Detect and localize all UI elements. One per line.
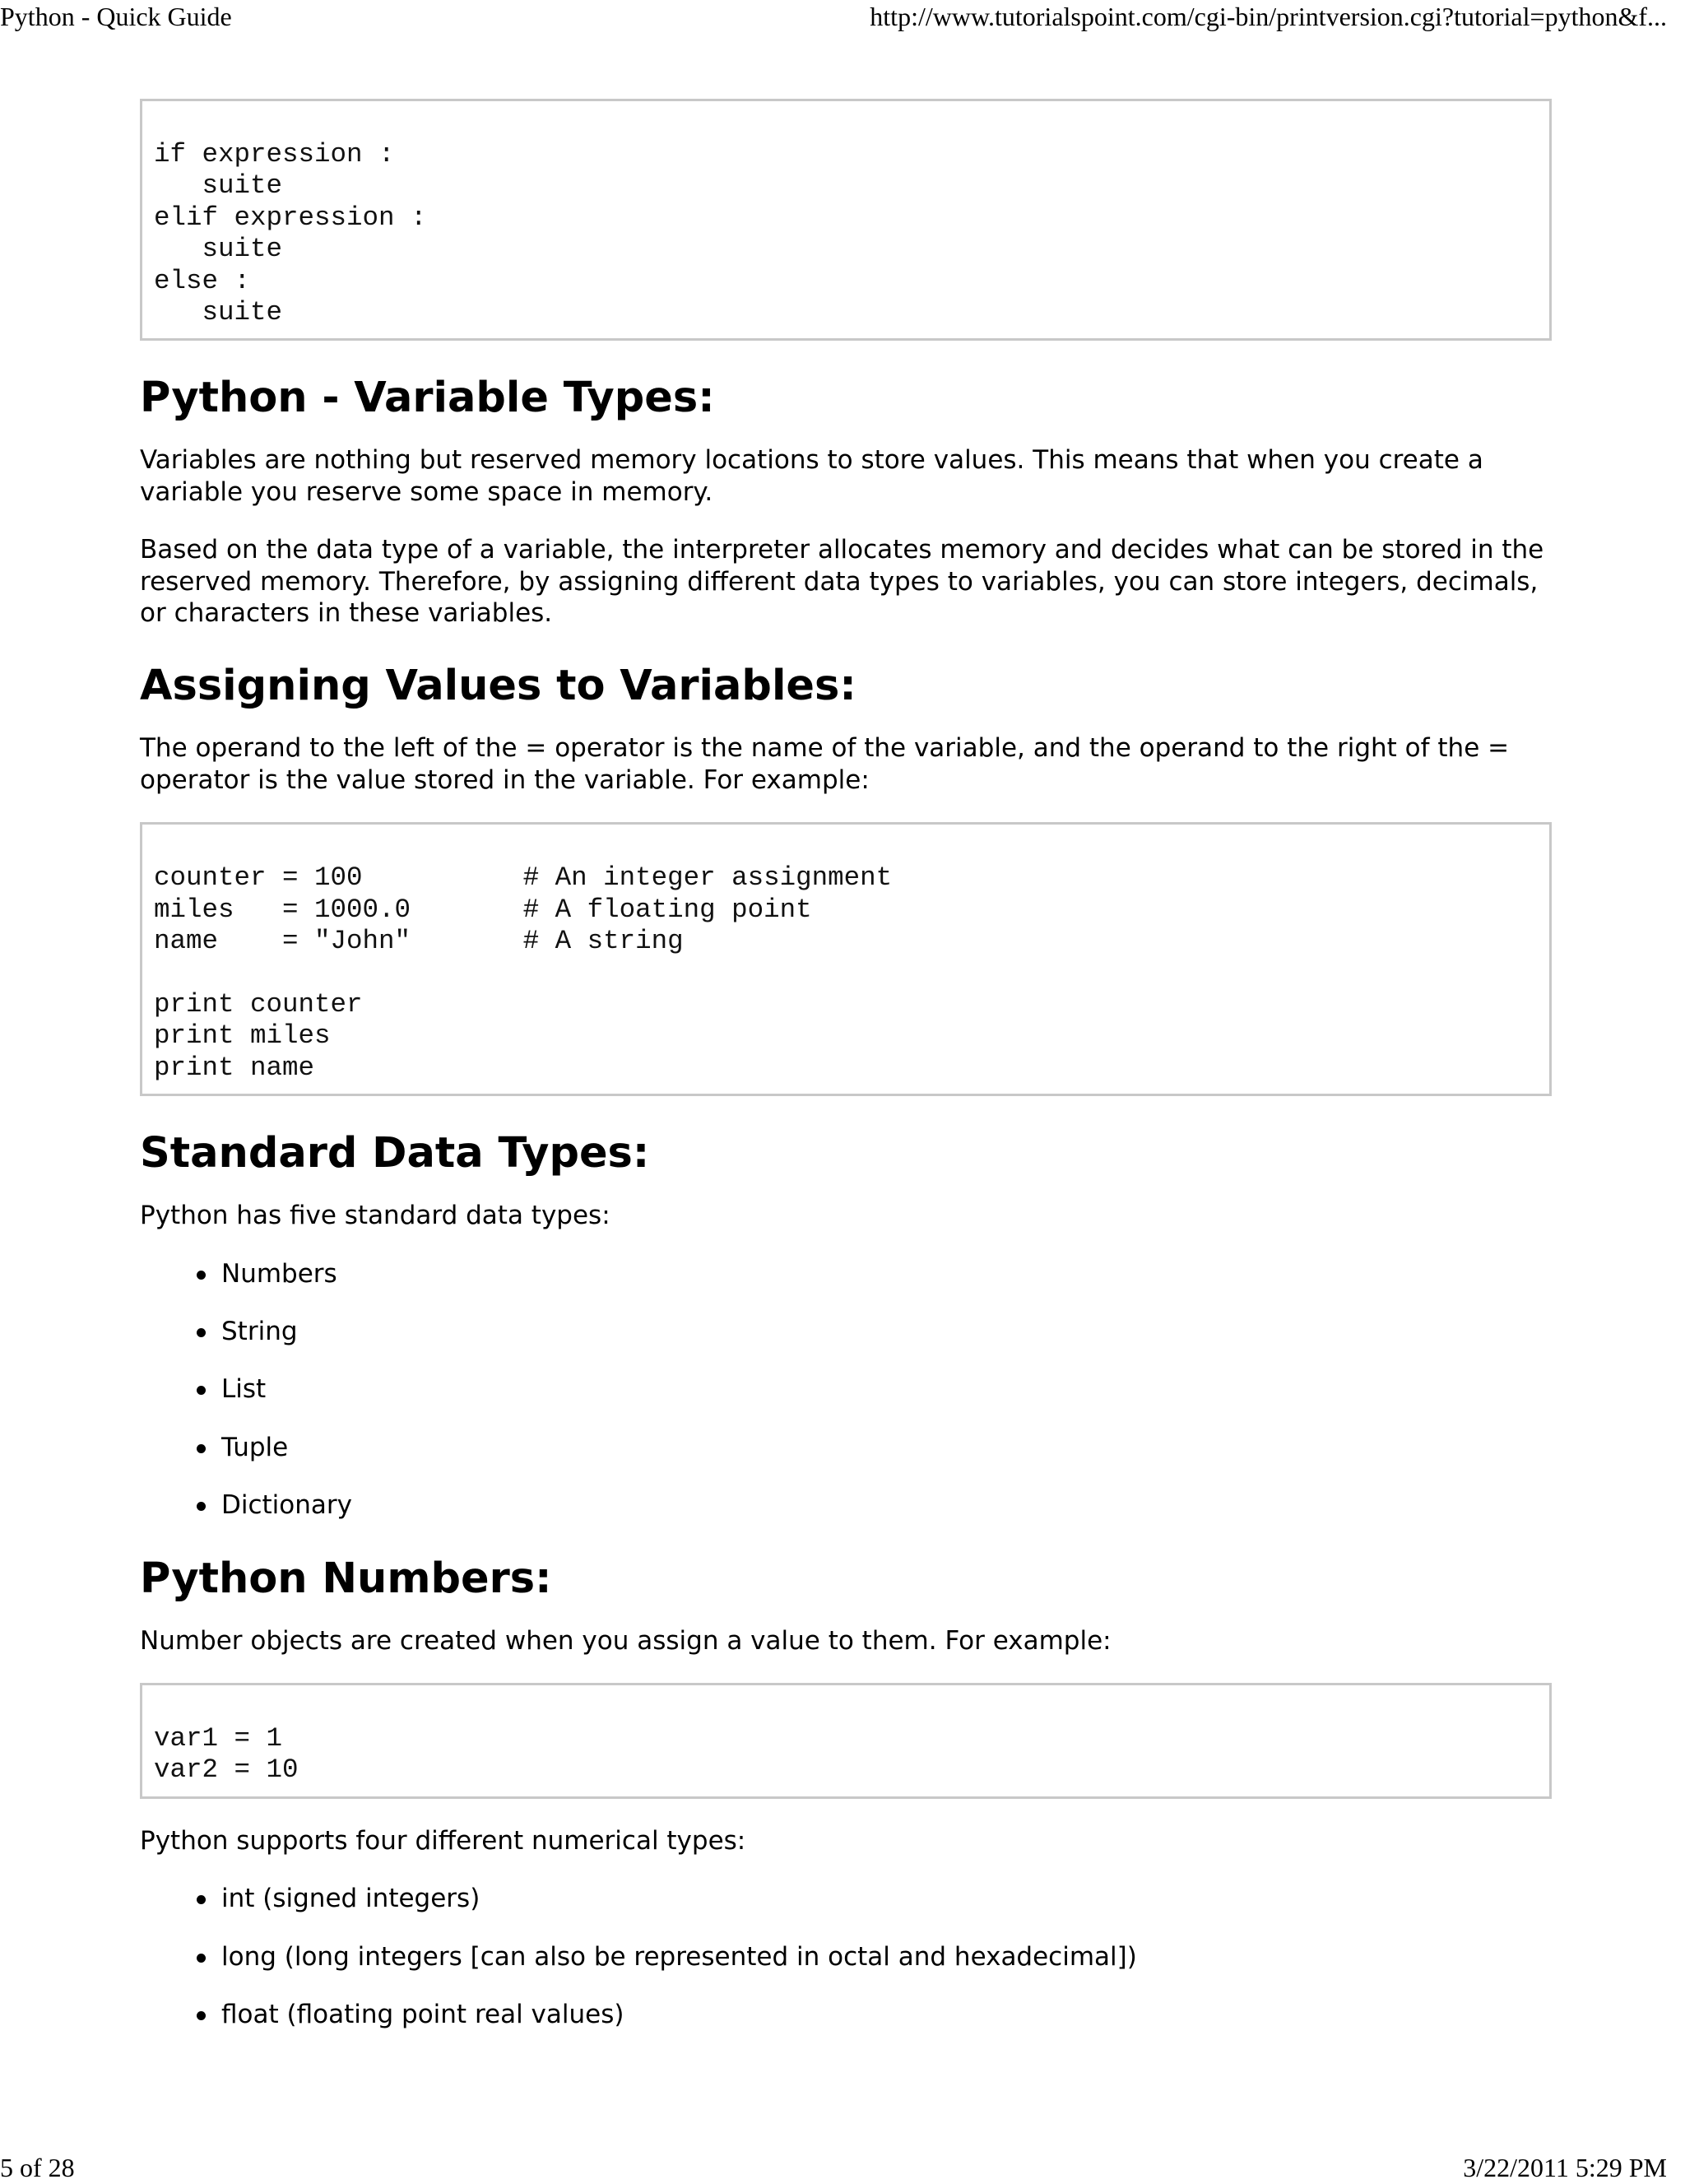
list-item-text: float (floating point real values): [221, 2000, 624, 2029]
paragraph: Python supports four different numerical types:: [140, 1825, 746, 1856]
page-url: http://www.tutorialspoint.com/cgi-bin/printversion.cgi?tutorial=python&f...: [870, 2, 1667, 31]
code-block-assignment: [140, 822, 1552, 1096]
list-item: [140, 1489, 1552, 1521]
bullet-icon: [197, 1954, 206, 1963]
heading-variable-types: Python - Variable Types:: [140, 374, 715, 423]
list-item-text: Tuple: [221, 1432, 289, 1462]
heading-python-numbers: Python Numbers:: [140, 1554, 552, 1603]
bullet-icon: [197, 1895, 206, 1904]
bullet-icon: [197, 1386, 206, 1395]
bullet-icon: [197, 1271, 206, 1280]
list-item: [140, 1373, 1552, 1405]
list-item-text: long (long integers [can also be represented in octal and hexadecimal]): [221, 1941, 1137, 1972]
list-item: [140, 1999, 1552, 2030]
paragraph: Python has five standard data types:: [140, 1201, 610, 1231]
bullet-icon: [197, 1502, 206, 1511]
list-item-text: Dictionary: [221, 1490, 352, 1521]
print-footer: [0, 2151, 1685, 2184]
bullet-icon: [197, 2011, 206, 2020]
list-item: [140, 1941, 1552, 1973]
list-item-text: Numbers: [221, 1258, 337, 1289]
print-header: [0, 0, 1685, 33]
numerical-types-list: [140, 1883, 1552, 2030]
list-item-text: List: [221, 1374, 267, 1405]
code-block-numbers: [140, 1683, 1552, 1799]
list-item: [140, 1883, 1552, 1914]
code-text: counter = 100 # An integer assignment miles = 1000.0 # A floating point name = "John" # A string print counter print miles print name: [154, 862, 893, 1083]
document-title: Python - Quick Guide: [0, 2, 232, 31]
list-item: [140, 1258, 1552, 1289]
bullet-icon: [197, 1444, 206, 1453]
code-text: if expression : suite elif expression : suite else : suite: [154, 139, 427, 328]
list-item: [140, 1316, 1552, 1347]
paragraph: Number objects are created when you assign a value to them. For example:: [140, 1625, 1112, 1656]
bullet-icon: [197, 1328, 206, 1337]
document-content: [140, 99, 1552, 2056]
paragraph: Variables are nothing but reserved memory locations to store values. This means that when you create a variable you reserve some space in memory.: [140, 445, 1483, 507]
page-number: 5 of 28: [0, 2153, 75, 2182]
list-item: [140, 1432, 1552, 1463]
heading-standard-data-types: Standard Data Types:: [140, 1129, 650, 1178]
paragraph: The operand to the left of the = operator is the name of the variable, and the operand to the right of the = operator is the value stored in the variable. For example:: [140, 733, 1510, 795]
list-item-text: String: [221, 1316, 298, 1346]
paragraph: Based on the data type of a variable, the interpreter allocates memory and decides what can be stored in the reserved memory. Therefore, by assigning different data types to variables, you can store integers, decimals, or characters in these variables.: [140, 535, 1544, 629]
list-item-text: int (signed integers): [221, 1884, 480, 1914]
print-timestamp: 3/22/2011 5:29 PM: [1463, 2153, 1667, 2182]
code-text: var1 = 1 var2 = 10: [154, 1722, 299, 1786]
heading-assigning-values: Assigning Values to Variables:: [140, 662, 856, 711]
code-block-if: [140, 99, 1552, 341]
data-types-list: [140, 1258, 1552, 1522]
